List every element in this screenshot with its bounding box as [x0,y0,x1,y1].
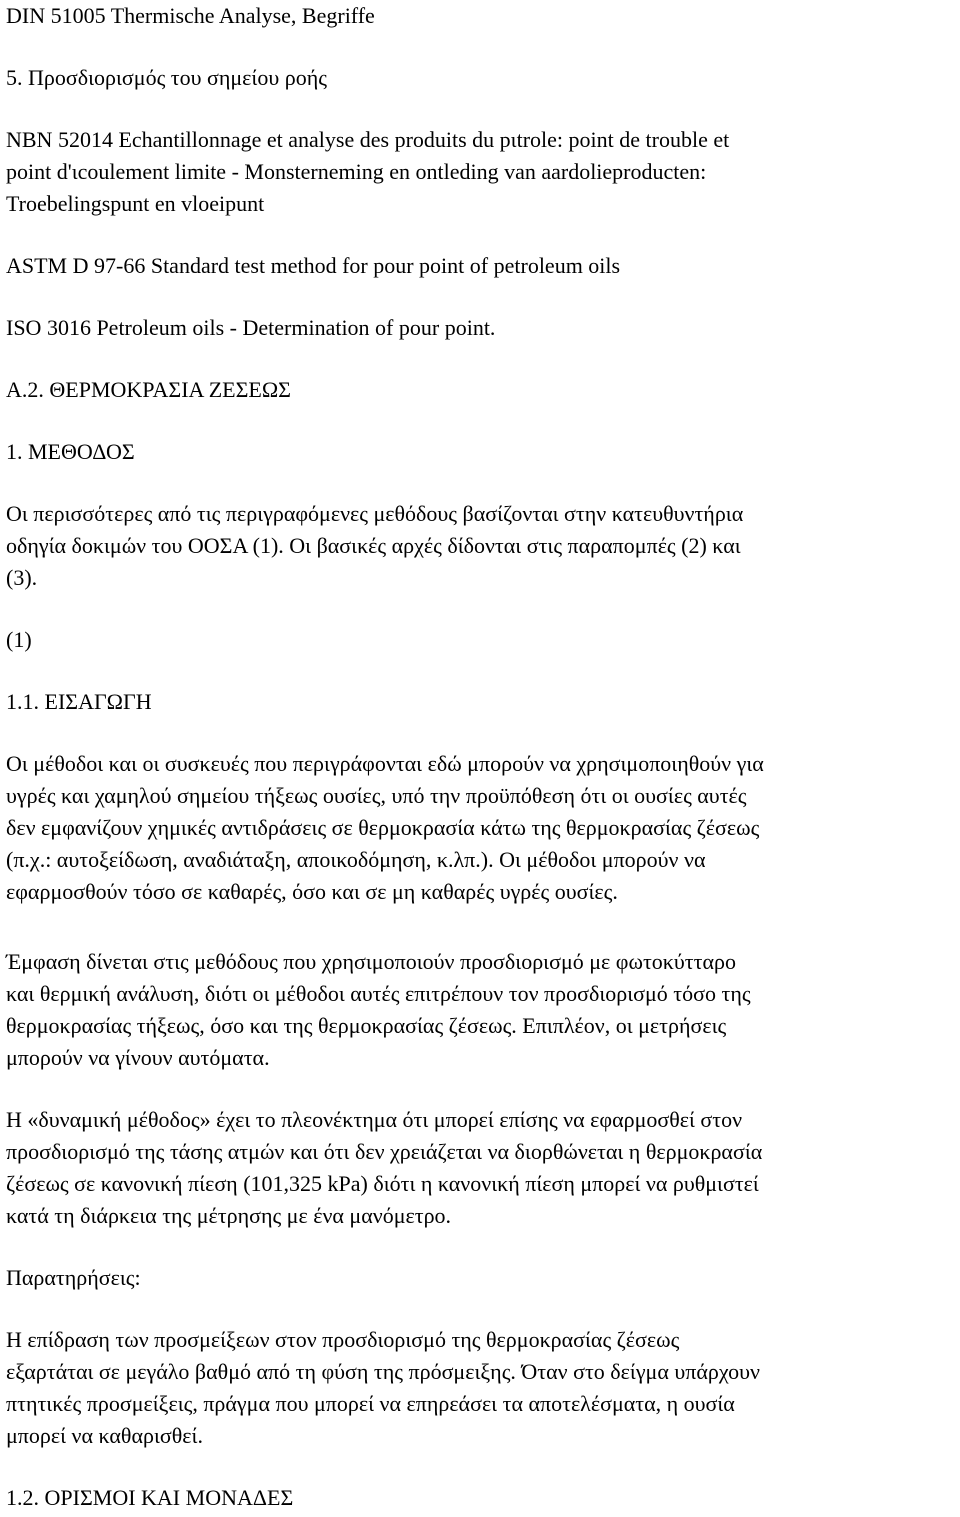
chapter-heading-boiling-temperature [6,374,956,406]
paragraph-introduction-scope [6,748,956,908]
text-line: A.2. ΘΕΡΜΟΚΡΑΣΙΑ ΖΕΣΕΩΣ [6,377,291,402]
text-line: 1. ΜΕΘΟΔΟΣ [6,439,135,464]
text-line: οδηγία δοκιμών του ΟΟΣΑ (1). Οι βασικές αρχές δίδονται στις παραπομπές (2) και [6,533,741,558]
text-line: Η «δυναμική μέθοδος» έχει το πλεονέκτημα ότι μπορεί επίσης να εφαρμοσθεί στον [6,1107,743,1132]
text-line: ASTM D 97-66 Standard test method for pour point of petroleum oils [6,253,621,278]
text-line: 5. Προσδιορισμός του σημείου ροής [6,65,327,90]
reference-nbn-52014 [6,124,956,220]
reference-din-51005 [6,0,956,32]
text-line: NBN 52014 Echantillonnage et analyse des produits du pιtrole: point de trouble et [6,127,730,152]
text-line: υγρές και χαμηλού σημείου τήξεως ουσίες, υπό την προϋπόθεση ότι οι ουσίες αυτές [6,783,747,808]
text-line: 1.1. ΕΙΣΑΓΩΓΗ [6,689,152,714]
remarks-heading [6,1262,956,1294]
paragraph-emphasis-methods [6,946,956,1074]
section-heading-definitions-units [6,1482,956,1514]
reference-astm-d97 [6,250,956,282]
section-heading-method [6,436,956,468]
text-line: (1) [6,627,32,652]
text-line: πτητικές προσμείξεις, πράγμα που μπορεί να επηρεάσει τα αποτελέσματα, η ουσία [6,1391,735,1416]
text-line: μπορούν να γίνουν αυτόματα. [6,1045,270,1070]
text-line: Παρατηρήσεις: [6,1265,141,1290]
footnote-marker [6,624,956,656]
text-line: Οι μέθοδοι και οι συσκευές που περιγράφονται εδώ μπορούν να χρησιμοποιηθούν για [6,751,764,776]
text-line: (3). [6,565,38,590]
text-line: ISO 3016 Petroleum oils - Determination of pour point. [6,315,496,340]
paragraph-method-intro [6,498,956,594]
text-line: Η επίδραση των προσμείξεων στον προσδιορισμό της θερμοκρασίας ζέσεως [6,1327,680,1352]
text-line: δεν εμφανίζουν χημικές αντιδράσεις σε θερμοκρασία κάτω της θερμοκρασίας ζέσεως [6,815,760,840]
text-line: προσδιορισμό της τάσης ατμών και ότι δεν χρειάζεται να διορθώνεται η θερμοκρασία [6,1139,763,1164]
text-line: 1.2. ΟΡΙΣΜΟΙ ΚΑΙ ΜΟΝΑΔΕΣ [6,1485,294,1510]
text-line: εφαρμοσθούν τόσο σε καθαρές, όσο και σε μη καθαρές υγρές ουσίες. [6,879,618,904]
text-line: DIN 51005 Thermische Analyse, Begriffe [6,3,375,28]
text-line: εξαρτάται σε μεγάλο βαθμό από τη φύση της πρόσμειξης. Όταν στο δείγμα υπάρχουν [6,1359,760,1384]
text-line: θερμοκρασίας τήξεως, όσο και της θερμοκρασίας ζέσεως. Επιπλέον, οι μετρήσεις [6,1013,727,1038]
text-line: και θερμική ανάλυση, διότι οι μέθοδοι αυτές επιτρέπουν τον προσδιορισμό τόσο της [6,981,751,1006]
text-line: Troebelingspunt en vloeipunt [6,191,265,216]
text-line: Έμφαση δίνεται στις μεθόδους που χρησιμοποιούν προσδιορισμό με φωτοκύτταρο [6,949,736,974]
reference-iso-3016 [6,312,956,344]
text-line: (π.χ.: αυτοξείδωση, αναδιάταξη, αποικοδόμηση, κ.λπ.). Οι μέθοδοι μπορούν να [6,847,706,872]
section-heading-pour-point [6,62,956,94]
text-line: Οι περισσότερες από τις περιγραφόμενες μεθόδους βασίζονται στην κατευθυντήρια [6,501,744,526]
paragraph-impurities [6,1324,956,1452]
text-line: ζέσεως σε κανονική πίεση (101,325 kPa) διότι η κανονική πίεση μπορεί να ρυθμιστεί [6,1171,759,1196]
paragraph-dynamic-method [6,1104,956,1232]
section-heading-introduction [6,686,956,718]
text-line: μπορεί να καθαρισθεί. [6,1423,203,1448]
text-line: point d'ιcoulement limite - Monsterneming en ontleding van aardolieproducten: [6,159,707,184]
text-line: κατά τη διάρκεια της μέτρησης με ένα μανόμετρο. [6,1203,452,1228]
